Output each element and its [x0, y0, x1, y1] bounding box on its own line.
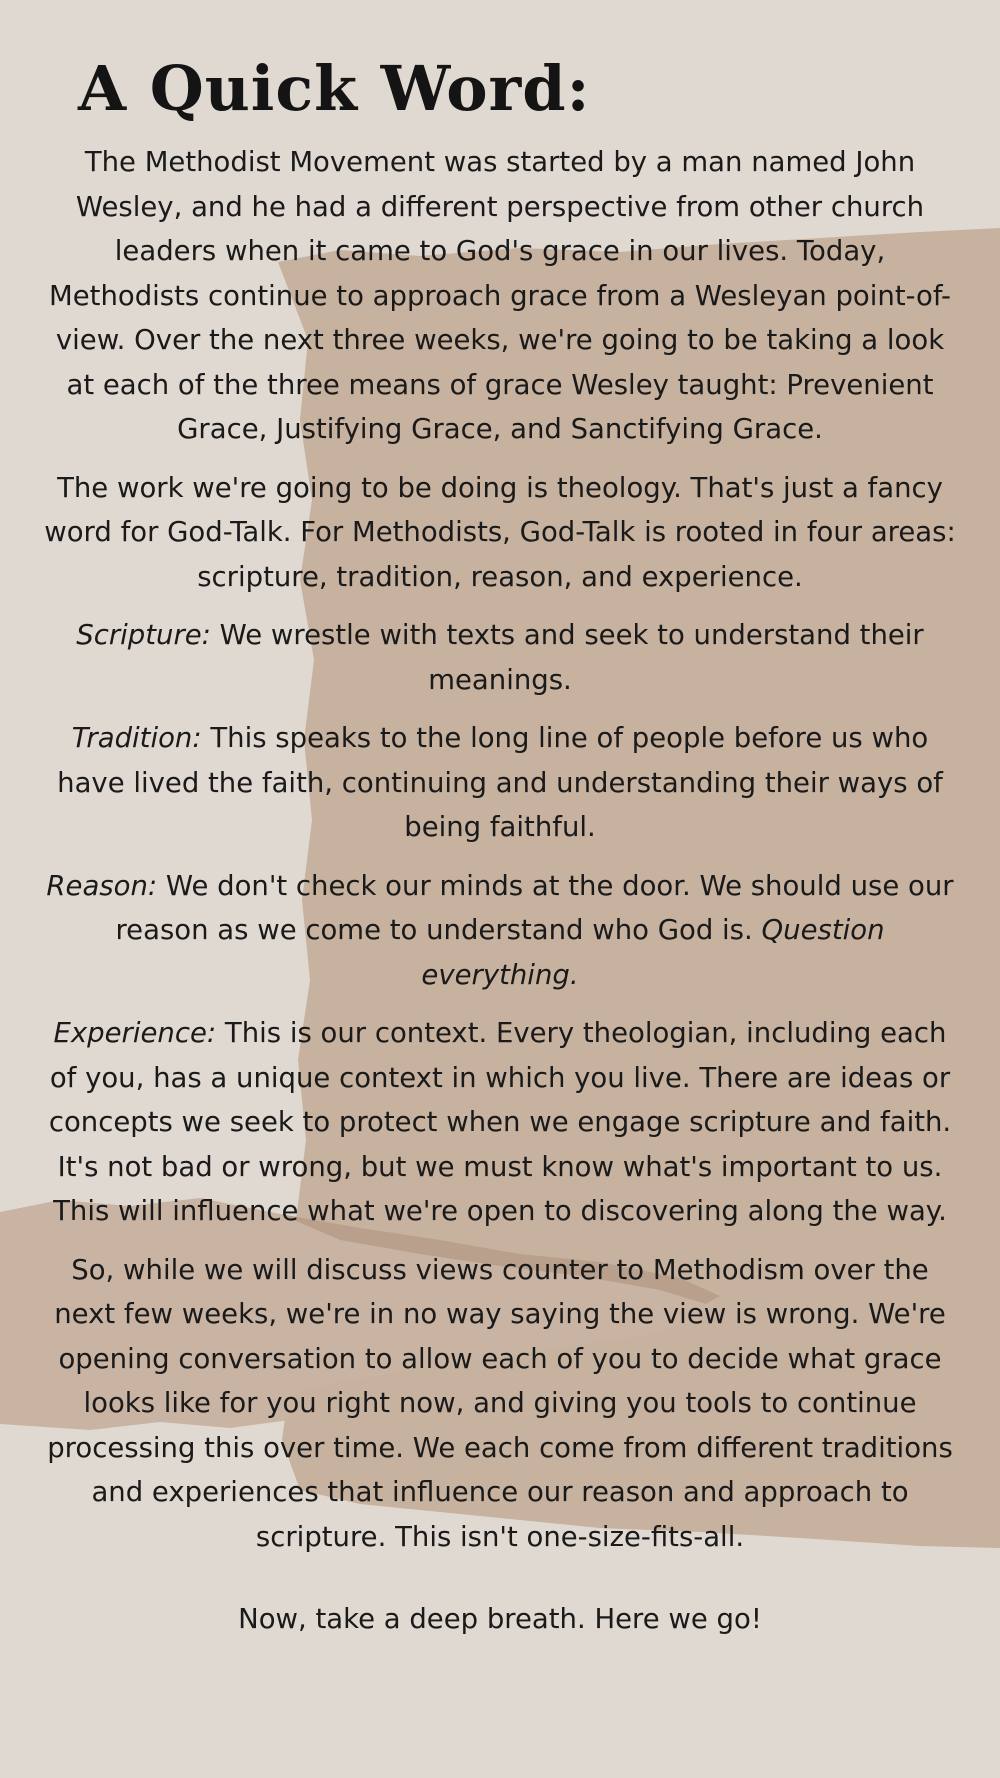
experience-text: This is our context. Every theologian, including each of you, has a unique context in which you live. There are ideas or concepts we seek to protect when we engage scripture and faith. It's not bad or wrong, but we must know what's important to us. This will influence what we're open to discovering along the way. — [48, 1017, 952, 1227]
conclusion-paragraph: So, while we will discuss views counter to Methodism over the next few weeks, we're in no way saying the view is wrong. We're opening conversation to allow each of you to decide what grace looks like for you right now, and giving you tools to continue processing this over time. We each come from different traditions and experiences that influence our reason and approach to scripture. This isn't one-size-fits-all. — [47, 1253, 953, 1553]
scripture-label: Scripture: — [76, 619, 211, 651]
reason-text: We don't check our minds at the door. We should use our reason as we come to understand who God is. — [115, 869, 954, 946]
tradition-label: Tradition: — [71, 722, 202, 754]
theology-paragraph: The work we're going to be doing is theology. That's just a fancy word for God-Talk. For Methodists, God-Talk is rooted in four areas: scripture, tradition, reason, and experience. — [44, 471, 956, 593]
intro-paragraph: The Methodist Movement was started by a man named John Wesley, and he had a different perspective from other church leaders when it came to God's grace in our lives. Today, Methodists continue to approach grace from a Wesleyan point-of-view. Over the next three weeks, we're going to be taking a look at each of the three means of grace Wesley taught: Prevenient Grace, Justifying Grace, and Sanctifying Grace. — [49, 146, 951, 445]
reason-emphasis: Question everything. — [421, 914, 885, 991]
reason-label: Reason: — [46, 869, 158, 902]
tradition-text: This speaks to the long line of people before us who have lived the faith, continuing and understanding their ways of being faithful. — [57, 722, 943, 843]
closing-line: Now, take a deep breath. Here we go! — [238, 1603, 762, 1635]
scripture-text: We wrestle with texts and seek to understand their meanings. — [210, 619, 924, 696]
experience-label: Experience: — [53, 1017, 217, 1049]
scripture-paragraph — [40, 613, 960, 702]
experience-paragraph — [40, 1011, 960, 1234]
body-text — [40, 140, 960, 1656]
page-title: A Quick Word: — [78, 52, 591, 125]
tradition-paragraph — [40, 716, 960, 850]
reason-paragraph — [40, 864, 960, 998]
